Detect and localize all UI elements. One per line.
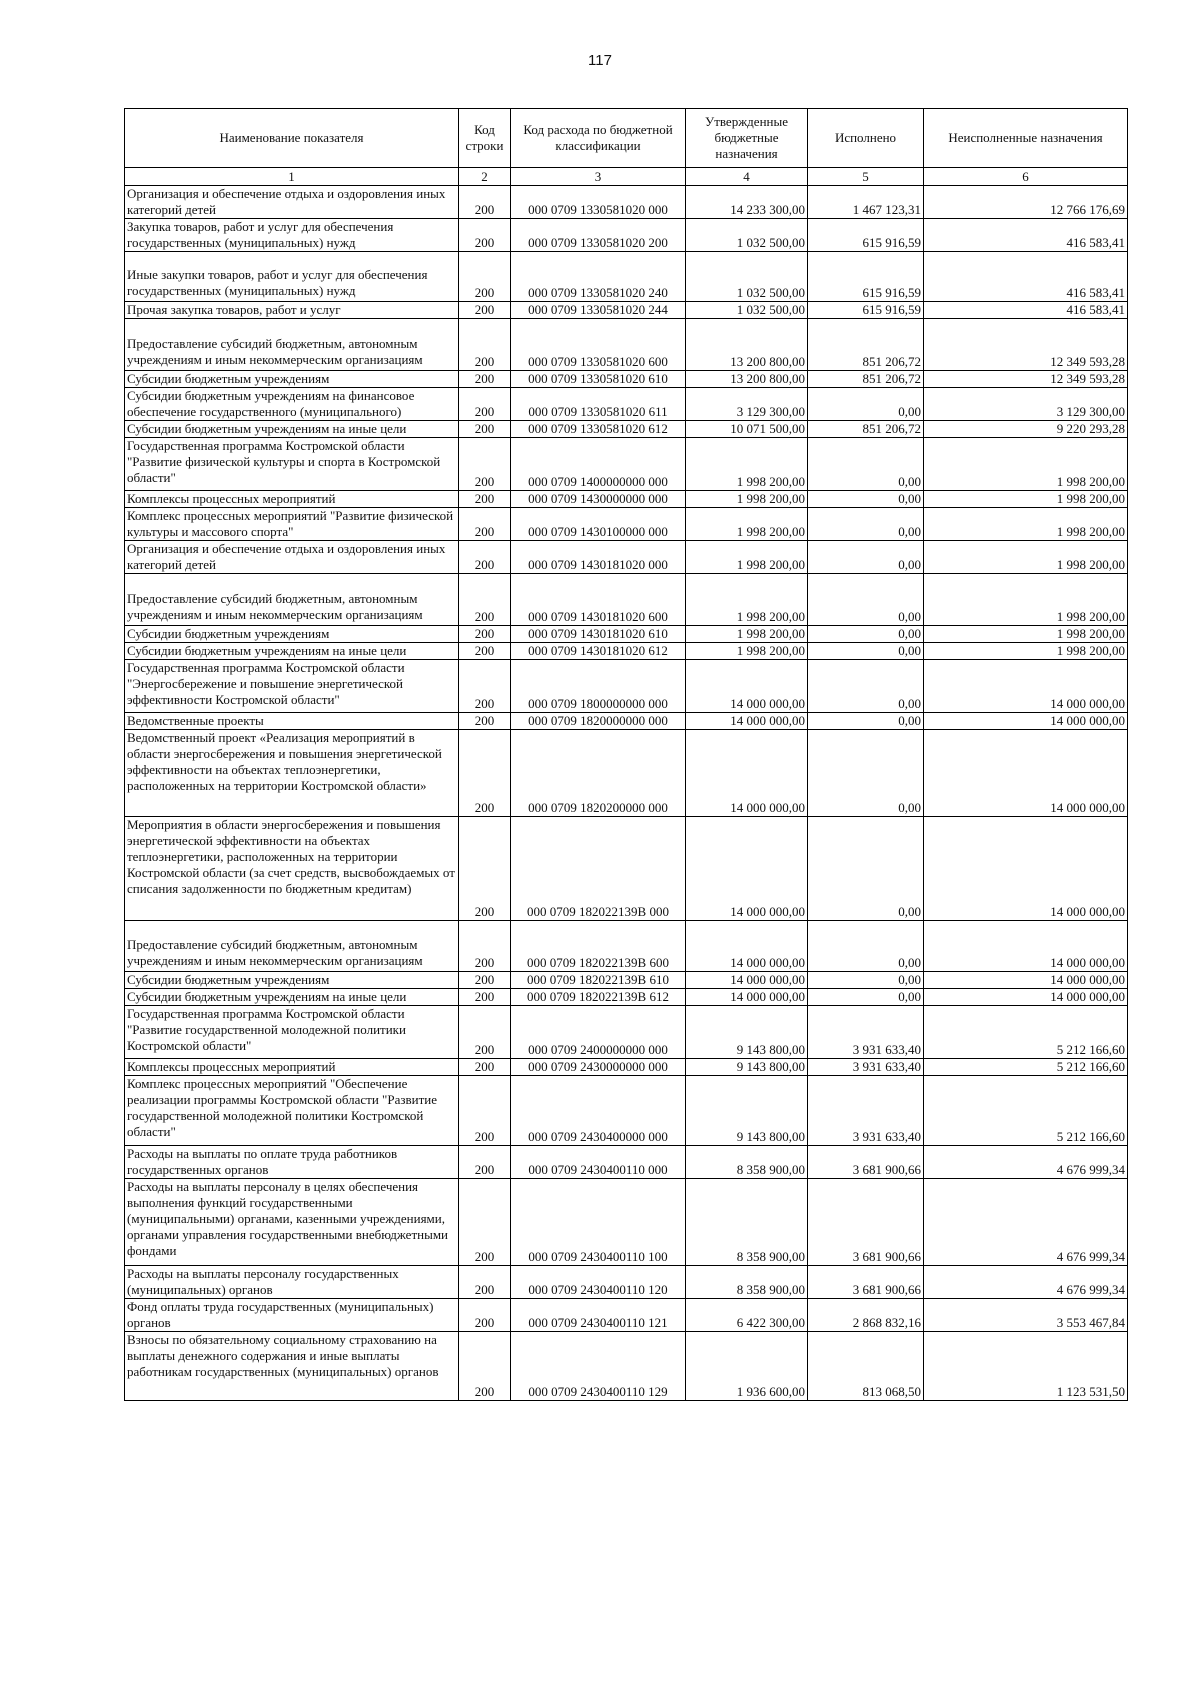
row-unexecuted: 1 123 531,50 (924, 1332, 1128, 1401)
row-unexecuted: 14 000 000,00 (924, 713, 1128, 730)
row-name (125, 319, 459, 371)
row-executed: 0,00 (808, 817, 924, 921)
row-name (125, 541, 459, 574)
row-executed: 0,00 (808, 574, 924, 626)
table-row (125, 1146, 1128, 1179)
row-unexecuted: 14 000 000,00 (924, 989, 1128, 1006)
column-number: 6 (924, 168, 1128, 186)
row-name-text: Предоставление субсидий бюджетным, автономным учреждениям и иным некоммерческим организациям (127, 591, 423, 622)
row-approved: 14 000 000,00 (686, 989, 808, 1006)
budget-table (124, 108, 1128, 1401)
table-row (125, 319, 1128, 371)
row-name (125, 219, 459, 252)
table-row (125, 421, 1128, 438)
row-classification: 000 0709 1330581020 000 (511, 186, 686, 219)
row-name (125, 643, 459, 660)
row-classification: 000 0709 1330581020 240 (511, 252, 686, 302)
row-unexecuted: 1 998 200,00 (924, 626, 1128, 643)
row-line-code: 200 (459, 491, 511, 508)
header-row (125, 109, 1128, 168)
row-line-code: 200 (459, 1179, 511, 1266)
row-name-text: Субсидии бюджетным учреждениям на финансовое обеспечение государственного (муниципального) (127, 388, 415, 419)
row-line-code: 200 (459, 302, 511, 319)
row-approved: 1 936 600,00 (686, 1332, 808, 1401)
row-name (125, 1299, 459, 1332)
table-row (125, 1299, 1128, 1332)
row-name (125, 302, 459, 319)
row-executed: 3 681 900,66 (808, 1266, 924, 1299)
row-line-code: 200 (459, 1006, 511, 1059)
row-classification: 000 0709 1430181020 600 (511, 574, 686, 626)
row-approved: 1 032 500,00 (686, 219, 808, 252)
row-approved: 1 032 500,00 (686, 252, 808, 302)
table-row (125, 186, 1128, 219)
row-approved: 1 998 200,00 (686, 541, 808, 574)
row-line-code: 200 (459, 921, 511, 972)
row-line-code: 200 (459, 1059, 511, 1076)
column-number: 3 (511, 168, 686, 186)
row-name-text: Субсидии бюджетным учреждениям (127, 626, 330, 641)
row-name (125, 508, 459, 541)
row-line-code: 200 (459, 252, 511, 302)
row-unexecuted: 1 998 200,00 (924, 643, 1128, 660)
row-unexecuted: 1 998 200,00 (924, 438, 1128, 491)
row-name-text: Комплексы процессных мероприятий (127, 1059, 336, 1074)
row-approved: 1 998 200,00 (686, 574, 808, 626)
table-row (125, 1076, 1128, 1146)
table-row (125, 730, 1128, 817)
row-line-code: 200 (459, 1299, 511, 1332)
row-line-code: 200 (459, 1332, 511, 1401)
row-approved: 14 233 300,00 (686, 186, 808, 219)
row-approved: 14 000 000,00 (686, 921, 808, 972)
row-name-text: Субсидии бюджетным учреждениям (127, 371, 330, 386)
row-classification: 000 0709 1430181020 000 (511, 541, 686, 574)
row-executed: 0,00 (808, 713, 924, 730)
row-name (125, 660, 459, 713)
row-name (125, 186, 459, 219)
row-classification: 000 0709 182022139В 612 (511, 989, 686, 1006)
row-unexecuted: 416 583,41 (924, 219, 1128, 252)
row-unexecuted: 4 676 999,34 (924, 1266, 1128, 1299)
row-name (125, 1059, 459, 1076)
row-approved: 9 143 800,00 (686, 1076, 808, 1146)
row-name (125, 388, 459, 421)
row-unexecuted: 12 349 593,28 (924, 371, 1128, 388)
row-line-code: 200 (459, 219, 511, 252)
row-line-code: 200 (459, 421, 511, 438)
row-unexecuted: 14 000 000,00 (924, 817, 1128, 921)
row-line-code: 200 (459, 1146, 511, 1179)
table-row (125, 660, 1128, 713)
row-classification: 000 0709 182022139В 600 (511, 921, 686, 972)
row-approved: 1 998 200,00 (686, 626, 808, 643)
header-name: Наименование показателя (125, 109, 459, 168)
row-name (125, 438, 459, 491)
row-name-text: Субсидии бюджетным учреждениям на иные цели (127, 989, 407, 1004)
row-approved: 1 032 500,00 (686, 302, 808, 319)
row-line-code: 200 (459, 972, 511, 989)
row-approved: 1 998 200,00 (686, 508, 808, 541)
row-classification: 000 0709 2400000000 000 (511, 1006, 686, 1059)
page-number: 117 (588, 52, 612, 69)
row-classification: 000 0709 1430100000 000 (511, 508, 686, 541)
row-unexecuted: 12 766 176,69 (924, 186, 1128, 219)
row-approved: 10 071 500,00 (686, 421, 808, 438)
row-line-code: 200 (459, 713, 511, 730)
row-name-text: Субсидии бюджетным учреждениям (127, 972, 330, 987)
row-line-code: 200 (459, 319, 511, 371)
row-unexecuted: 1 998 200,00 (924, 541, 1128, 574)
row-name-text: Иные закупки товаров, работ и услуг для обеспечения государственных (муниципальных) нужд (127, 267, 428, 298)
row-name-text: Комплекс процессных мероприятий "Обеспечение реализации программы Костромской области "Развитие государственной молодежной политики Костромской области" (127, 1076, 438, 1139)
table-row (125, 817, 1128, 921)
row-unexecuted: 14 000 000,00 (924, 660, 1128, 713)
row-classification: 000 0709 1430181020 612 (511, 643, 686, 660)
row-executed: 0,00 (808, 541, 924, 574)
table-row (125, 989, 1128, 1006)
row-line-code: 200 (459, 541, 511, 574)
table-row (125, 491, 1128, 508)
row-approved: 9 143 800,00 (686, 1006, 808, 1059)
header-classification: Код расхода по бюджетной классификации (511, 109, 686, 168)
table-row (125, 541, 1128, 574)
row-name-text: Мероприятия в области энергосбережения и повышения энергетической эффективности на объектах теплоэнергетики, расположенных на территории Костромской области (за счет средств, высвобождаемых от списания задолженности по бюджетным кредитам) (127, 817, 455, 896)
row-unexecuted: 14 000 000,00 (924, 921, 1128, 972)
row-name (125, 713, 459, 730)
row-classification: 000 0709 2430400110 120 (511, 1266, 686, 1299)
row-approved: 14 000 000,00 (686, 817, 808, 921)
row-name (125, 972, 459, 989)
row-name-text: Организация и обеспечение отдыха и оздоровления иных категорий детей (127, 186, 446, 217)
row-executed: 3 681 900,66 (808, 1146, 924, 1179)
column-number: 4 (686, 168, 808, 186)
row-classification: 000 0709 1400000000 000 (511, 438, 686, 491)
table-row (125, 508, 1128, 541)
table-row (125, 438, 1128, 491)
row-approved: 13 200 800,00 (686, 319, 808, 371)
row-line-code: 200 (459, 730, 511, 817)
table-row (125, 1059, 1128, 1076)
row-approved: 8 358 900,00 (686, 1146, 808, 1179)
row-classification: 000 0709 2430400110 000 (511, 1146, 686, 1179)
table-row (125, 302, 1128, 319)
row-executed: 851 206,72 (808, 319, 924, 371)
row-classification: 000 0709 2430400110 121 (511, 1299, 686, 1332)
header-executed: Исполнено (808, 109, 924, 168)
row-unexecuted: 5 212 166,60 (924, 1006, 1128, 1059)
row-unexecuted: 9 220 293,28 (924, 421, 1128, 438)
row-unexecuted: 5 212 166,60 (924, 1059, 1128, 1076)
row-name (125, 421, 459, 438)
row-name (125, 1146, 459, 1179)
row-classification: 000 0709 1820200000 000 (511, 730, 686, 817)
row-name (125, 1179, 459, 1266)
row-classification: 000 0709 1330581020 600 (511, 319, 686, 371)
row-classification: 000 0709 1800000000 000 (511, 660, 686, 713)
row-executed: 0,00 (808, 660, 924, 713)
column-number: 1 (125, 168, 459, 186)
row-classification: 000 0709 1330581020 610 (511, 371, 686, 388)
row-classification: 000 0709 182022139В 610 (511, 972, 686, 989)
table-row (125, 972, 1128, 989)
row-executed: 615 916,59 (808, 302, 924, 319)
row-name-text: Предоставление субсидий бюджетным, автономным учреждениям и иным некоммерческим организациям (127, 937, 423, 968)
row-line-code: 200 (459, 186, 511, 219)
row-executed: 0,00 (808, 730, 924, 817)
row-executed: 0,00 (808, 508, 924, 541)
row-approved: 1 998 200,00 (686, 643, 808, 660)
row-executed: 0,00 (808, 643, 924, 660)
row-classification: 000 0709 2430400110 100 (511, 1179, 686, 1266)
table-row (125, 643, 1128, 660)
row-name-text: Государственная программа Костромской области "Энергосбережение и повышение энергетической эффективности Костромской области" (127, 660, 405, 707)
row-executed: 0,00 (808, 972, 924, 989)
row-executed: 0,00 (808, 438, 924, 491)
column-number-row (125, 168, 1128, 186)
row-unexecuted: 14 000 000,00 (924, 730, 1128, 817)
row-name-text: Комплексы процессных мероприятий (127, 491, 336, 506)
row-line-code: 200 (459, 626, 511, 643)
row-classification: 000 0709 2430400000 000 (511, 1076, 686, 1146)
row-name (125, 626, 459, 643)
row-name (125, 817, 459, 921)
row-unexecuted: 3 553 467,84 (924, 1299, 1128, 1332)
row-classification: 000 0709 2430400110 129 (511, 1332, 686, 1401)
header-line-code: Код строки (459, 109, 511, 168)
row-executed: 0,00 (808, 989, 924, 1006)
row-classification: 000 0709 2430000000 000 (511, 1059, 686, 1076)
table-row (125, 626, 1128, 643)
row-executed: 615 916,59 (808, 219, 924, 252)
row-unexecuted: 3 129 300,00 (924, 388, 1128, 421)
table-row (125, 252, 1128, 302)
row-name-text: Ведомственные проекты (127, 713, 264, 728)
row-line-code: 200 (459, 388, 511, 421)
row-line-code: 200 (459, 817, 511, 921)
table-row (125, 1332, 1128, 1401)
row-executed: 1 467 123,31 (808, 186, 924, 219)
row-approved: 6 422 300,00 (686, 1299, 808, 1332)
row-approved: 8 358 900,00 (686, 1179, 808, 1266)
row-classification: 000 0709 1330581020 612 (511, 421, 686, 438)
row-unexecuted: 5 212 166,60 (924, 1076, 1128, 1146)
row-approved: 3 129 300,00 (686, 388, 808, 421)
row-approved: 1 998 200,00 (686, 491, 808, 508)
row-classification: 000 0709 182022139В 000 (511, 817, 686, 921)
row-unexecuted: 1 998 200,00 (924, 491, 1128, 508)
row-name (125, 1332, 459, 1401)
row-name-text: Закупка товаров, работ и услуг для обеспечения государственных (муниципальных) нужд (127, 219, 394, 250)
row-unexecuted: 1 998 200,00 (924, 508, 1128, 541)
row-executed: 3 931 633,40 (808, 1006, 924, 1059)
row-name (125, 921, 459, 972)
row-line-code: 200 (459, 574, 511, 626)
row-approved: 14 000 000,00 (686, 660, 808, 713)
row-executed: 0,00 (808, 388, 924, 421)
row-unexecuted: 14 000 000,00 (924, 972, 1128, 989)
row-name (125, 1076, 459, 1146)
row-name-text: Расходы на выплаты по оплате труда работников государственных органов (127, 1146, 398, 1177)
row-name-text: Субсидии бюджетным учреждениям на иные цели (127, 643, 407, 658)
row-executed: 615 916,59 (808, 252, 924, 302)
table-row (125, 371, 1128, 388)
row-name (125, 252, 459, 302)
row-line-code: 200 (459, 1266, 511, 1299)
row-executed: 3 931 633,40 (808, 1076, 924, 1146)
row-approved: 9 143 800,00 (686, 1059, 808, 1076)
row-executed: 2 868 832,16 (808, 1299, 924, 1332)
row-approved: 14 000 000,00 (686, 713, 808, 730)
row-line-code: 200 (459, 660, 511, 713)
row-name-text: Прочая закупка товаров, работ и услуг (127, 302, 341, 317)
row-classification: 000 0709 1430181020 610 (511, 626, 686, 643)
row-name (125, 730, 459, 817)
row-classification: 000 0709 1330581020 200 (511, 219, 686, 252)
row-approved: 14 000 000,00 (686, 730, 808, 817)
row-approved: 13 200 800,00 (686, 371, 808, 388)
row-executed: 813 068,50 (808, 1332, 924, 1401)
row-approved: 14 000 000,00 (686, 972, 808, 989)
row-executed: 0,00 (808, 491, 924, 508)
row-line-code: 200 (459, 643, 511, 660)
row-name (125, 491, 459, 508)
row-approved: 1 998 200,00 (686, 438, 808, 491)
row-name (125, 1006, 459, 1059)
row-unexecuted: 416 583,41 (924, 252, 1128, 302)
table-body (125, 186, 1128, 1401)
table-row (125, 1179, 1128, 1266)
row-name-text: Взносы по обязательному социальному страхованию на выплаты денежного содержания и иные выплаты работникам государственных (муниципальных) органов (127, 1332, 439, 1379)
table-row (125, 388, 1128, 421)
row-line-code: 200 (459, 438, 511, 491)
table-row (125, 574, 1128, 626)
row-unexecuted: 416 583,41 (924, 302, 1128, 319)
column-number: 2 (459, 168, 511, 186)
row-name (125, 1266, 459, 1299)
row-executed: 851 206,72 (808, 371, 924, 388)
row-executed: 3 681 900,66 (808, 1179, 924, 1266)
row-name-text: Расходы на выплаты персоналу в целях обеспечения выполнения функций государственными (муниципальными) органами, казенными учреждениями, органами управления государственными внебюджетными фондами (127, 1179, 449, 1258)
row-name-text: Ведомственный проект «Реализация мероприятий в области энергосбережения и повышения энергетической эффективности на объектах теплоэнергетики, расположенных на территории Костромской области» (127, 730, 442, 793)
row-name-text: Государственная программа Костромской области "Развитие физической культуры и спорта в Костромской области" (127, 438, 441, 485)
row-unexecuted: 1 998 200,00 (924, 574, 1128, 626)
row-approved: 8 358 900,00 (686, 1266, 808, 1299)
row-classification: 000 0709 1430000000 000 (511, 491, 686, 508)
table-row (125, 1006, 1128, 1059)
row-executed: 0,00 (808, 921, 924, 972)
row-executed: 851 206,72 (808, 421, 924, 438)
row-unexecuted: 12 349 593,28 (924, 319, 1128, 371)
row-line-code: 200 (459, 989, 511, 1006)
row-line-code: 200 (459, 371, 511, 388)
row-line-code: 200 (459, 508, 511, 541)
row-name-text: Субсидии бюджетным учреждениям на иные цели (127, 421, 407, 436)
row-classification: 000 0709 1330581020 611 (511, 388, 686, 421)
row-classification: 000 0709 1820000000 000 (511, 713, 686, 730)
row-executed: 0,00 (808, 626, 924, 643)
row-name-text: Комплекс процессных мероприятий "Развитие физической культуры и массового спорта" (127, 508, 454, 539)
row-name-text: Расходы на выплаты персоналу государственных (муниципальных) органов (127, 1266, 399, 1297)
row-line-code: 200 (459, 1076, 511, 1146)
row-executed: 3 931 633,40 (808, 1059, 924, 1076)
column-number: 5 (808, 168, 924, 186)
row-unexecuted: 4 676 999,34 (924, 1179, 1128, 1266)
table-row (125, 921, 1128, 972)
row-unexecuted: 4 676 999,34 (924, 1146, 1128, 1179)
row-name (125, 989, 459, 1006)
row-classification: 000 0709 1330581020 244 (511, 302, 686, 319)
header-unexecuted: Неисполненные назначения (924, 109, 1128, 168)
header-approved: Утвержденные бюджетные назначения (686, 109, 808, 168)
table-row (125, 1266, 1128, 1299)
table-row (125, 219, 1128, 252)
row-name-text: Государственная программа Костромской области "Развитие государственной молодежной политики Костромской области" (127, 1006, 406, 1053)
row-name (125, 371, 459, 388)
table-row (125, 713, 1128, 730)
row-name-text: Предоставление субсидий бюджетным, автономным учреждениям и иным некоммерческим организациям (127, 336, 423, 367)
row-name-text: Фонд оплаты труда государственных (муниципальных) органов (127, 1299, 434, 1330)
row-name (125, 574, 459, 626)
row-name-text: Организация и обеспечение отдыха и оздоровления иных категорий детей (127, 541, 446, 572)
